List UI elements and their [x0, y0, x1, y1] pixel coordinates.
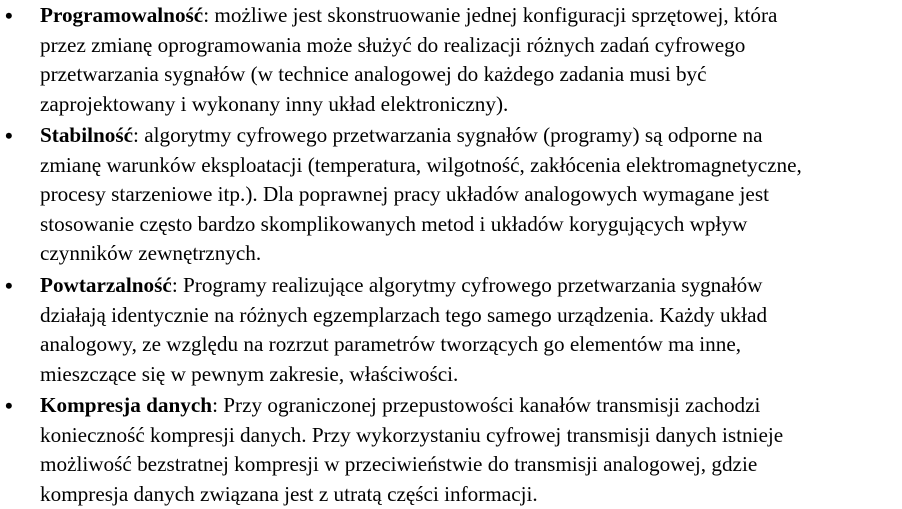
bullet-line: analogowy, ze względu na rozrzut parametrów tworzących go elementów ma inne,	[40, 330, 885, 360]
bullet-item-programowalnosc	[40, 1, 885, 119]
bullet-item-stabilnosc	[40, 121, 885, 269]
bullet-line: możliwość bezstratnej kompresji w przeciwieństwie do transmisji analogowej, gdzie	[40, 450, 885, 480]
bullet-line: procesy starzeniowe itp.). Dla poprawnej pracy układów analogowych wymagane jest	[40, 180, 885, 210]
bullet-line: stosowanie często bardzo skomplikowanych metod i układów korygujących wpływ	[40, 210, 885, 240]
bullet-line: działają identycznie na różnych egzemplarzach tego samego urządzenia. Każdy układ	[40, 301, 885, 331]
bullet-term: Powtarzalność	[40, 273, 172, 297]
bullet-line: przetwarzania sygnałów (w technice analogowej do każdego zadania musi być	[40, 60, 885, 90]
bullet-first-text: : algorytmy cyfrowego przetwarzania sygnałów (programy) są odporne na	[133, 123, 763, 147]
bullet-first-text: : możliwe jest skonstruowanie jednej konfiguracji sprzętowej, która	[203, 3, 777, 27]
bullet-term: Stabilność	[40, 123, 133, 147]
bullet-icon: •	[5, 391, 13, 421]
bullet-first-line	[40, 391, 885, 421]
bullet-item-kompresja-danych	[40, 391, 885, 509]
bullet-line: czynników zewnętrznych.	[40, 239, 885, 269]
bullet-line: zaprojektowany i wykonany inny układ elektroniczny).	[40, 90, 885, 120]
bullet-first-text: : Przy ograniczonej przepustowości kanałów transmisji zachodzi	[212, 393, 760, 417]
bullet-icon: •	[5, 121, 13, 151]
bullet-icon: •	[5, 271, 13, 301]
bullet-line: mieszczące się w pewnym zakresie, właściwości.	[40, 360, 885, 390]
bullet-item-powtarzalnosc	[40, 271, 885, 389]
bullet-line: zmianę warunków eksploatacji (temperatura, wilgotność, zakłócenia elektromagnetyczne,	[40, 151, 885, 181]
bullet-first-line	[40, 121, 885, 151]
bullet-first-text: : Programy realizujące algorytmy cyfrowego przetwarzania sygnałów	[172, 273, 763, 297]
bullet-first-line	[40, 271, 885, 301]
bullet-icon: •	[5, 1, 13, 31]
bullet-term: Programowalność	[40, 3, 203, 27]
bullet-line: przez zmianę oprogramowania może służyć do realizacji różnych zadań cyfrowego	[40, 31, 885, 61]
bullet-line: konieczność kompresji danych. Przy wykorzystaniu cyfrowej transmisji danych istnieje	[40, 421, 885, 451]
bullet-line: kompresja danych związana jest z utratą części informacji.	[40, 480, 885, 509]
bullet-term: Kompresja danych	[40, 393, 212, 417]
bullet-first-line	[40, 1, 885, 31]
